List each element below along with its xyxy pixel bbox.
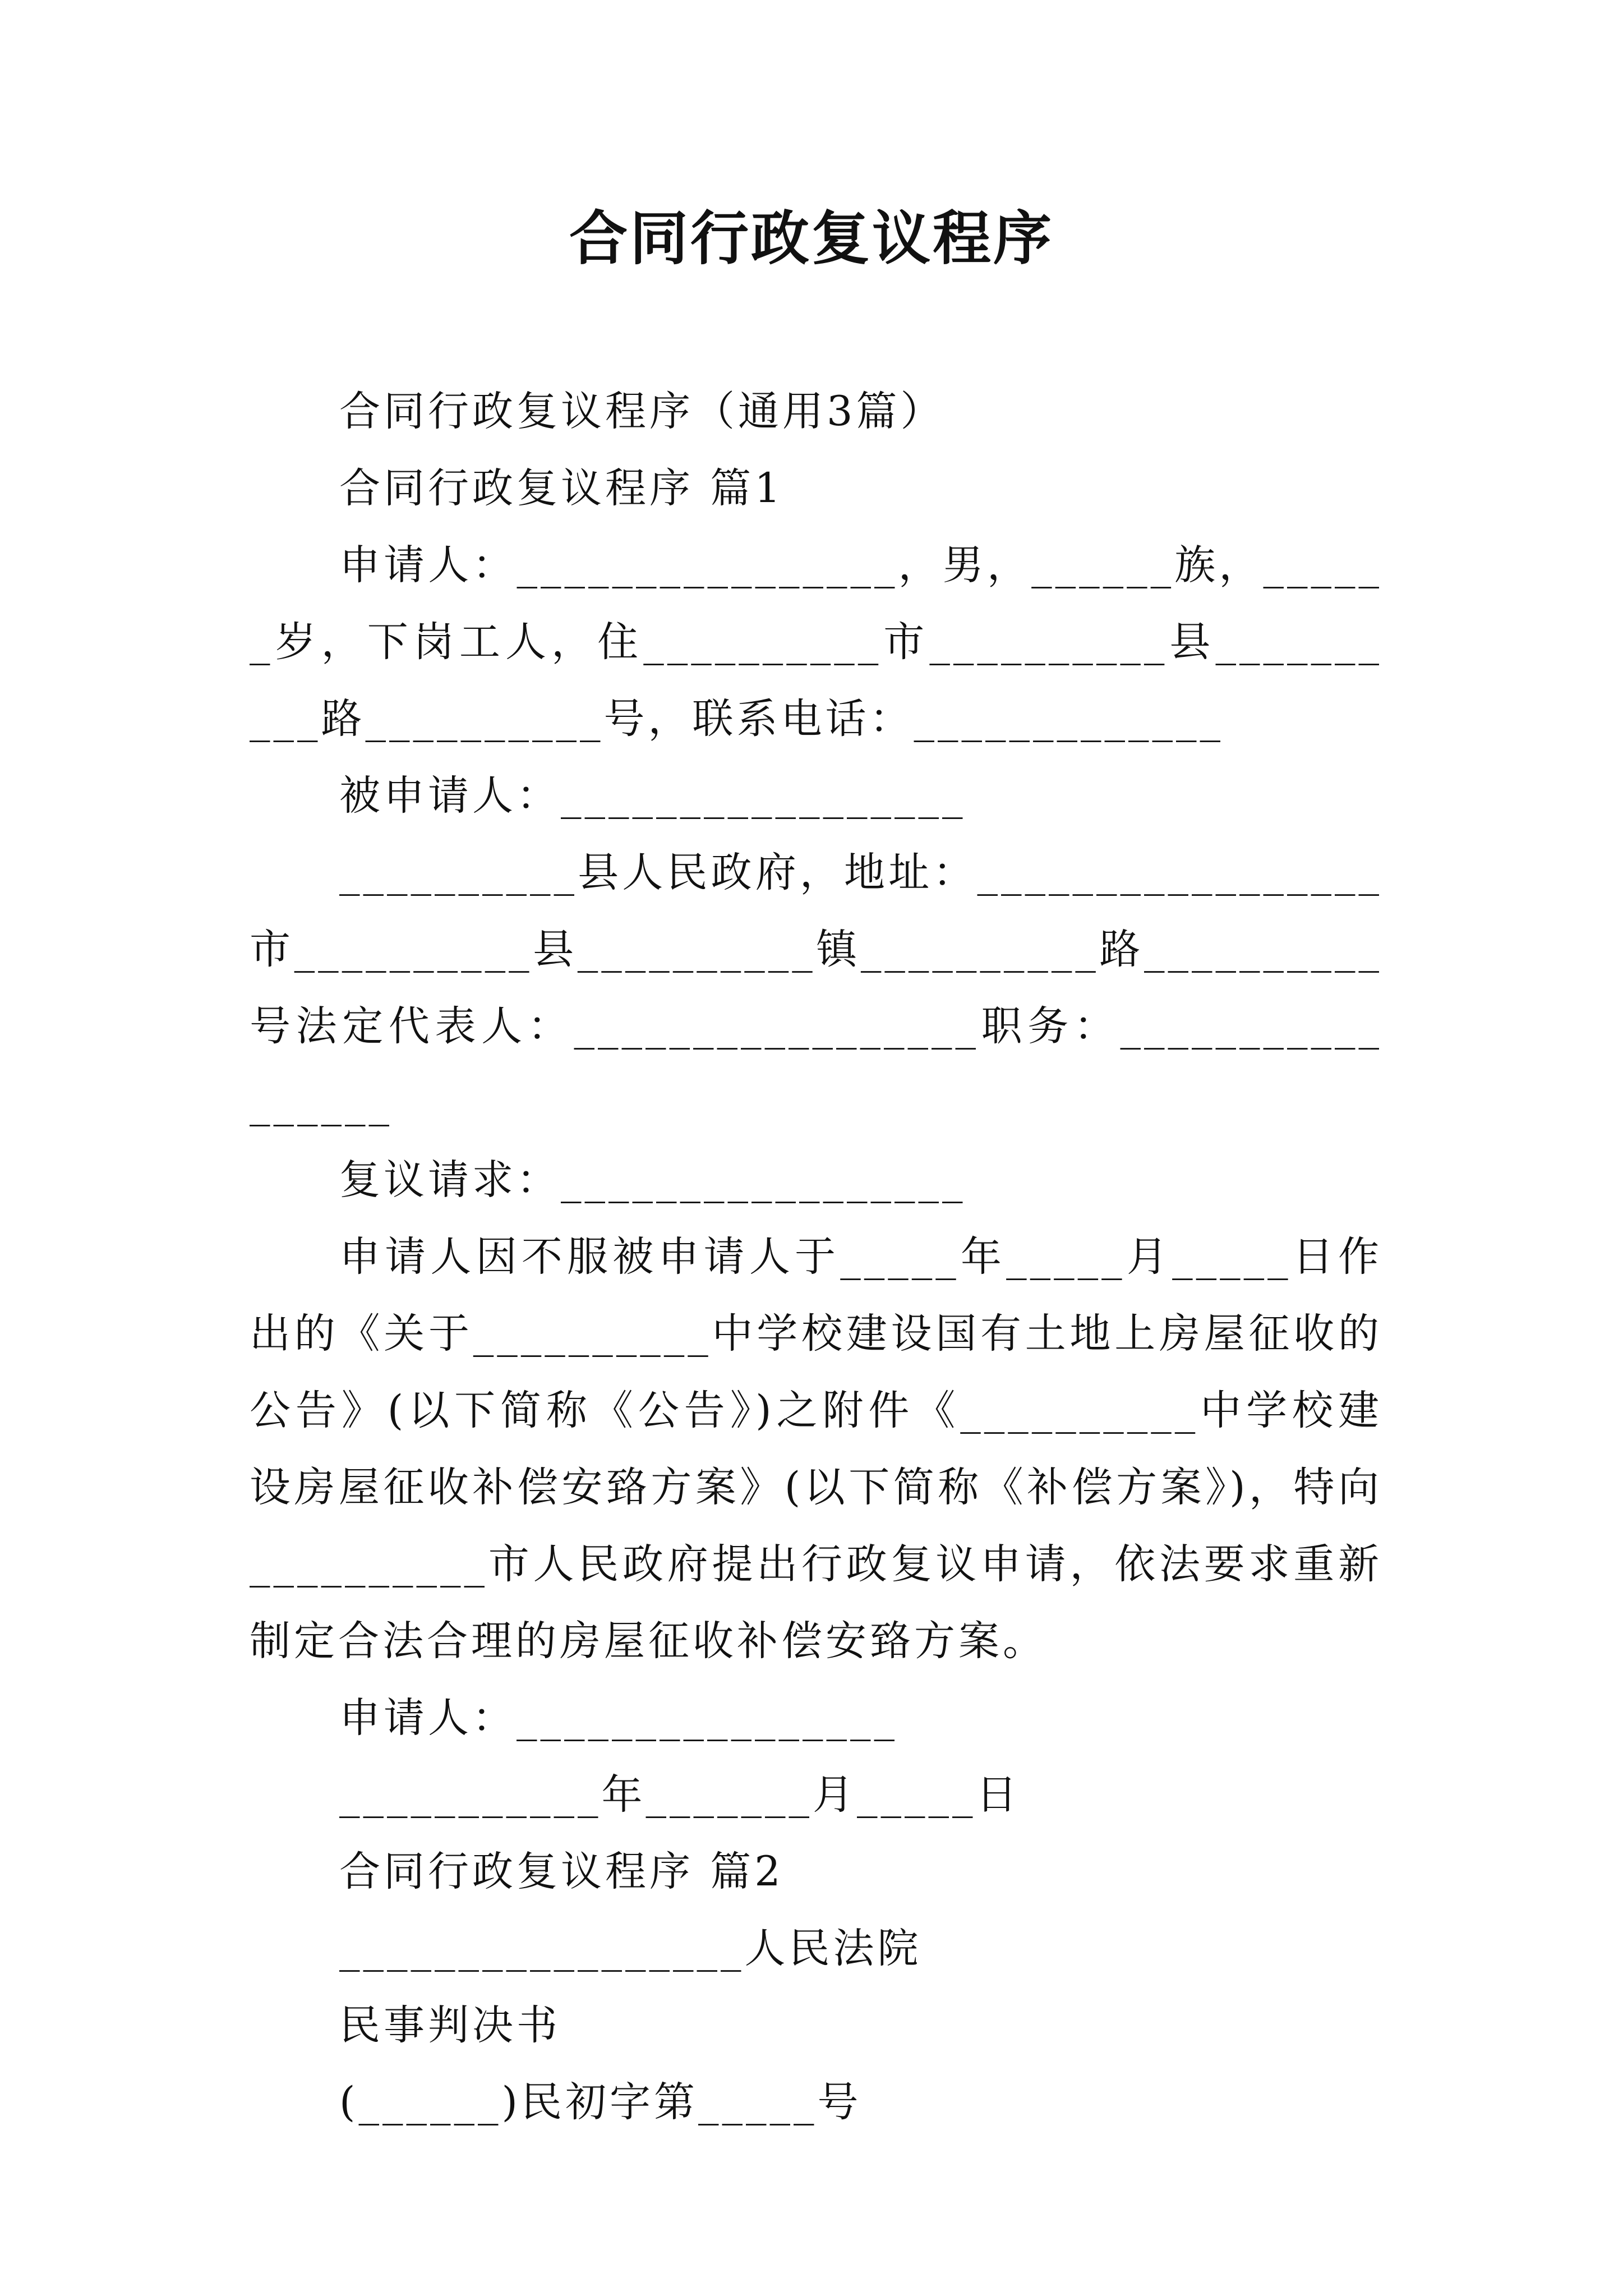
- paragraph-applicant-info: 申请人：________________，男，______族，______岁，下岗工人，住__________市__________县__________路__________号，联系电话：_____________: [250, 541, 1382, 743]
- paragraph-request-body: 申请人因不服被申请人于_____年_____月_____日作出的《关于__________中学校建设国有土地上房屋征收的公告》(以下简称《公告》)之附件《__________中学校建设房屋征收补偿安臵方案》(以下简称《补偿方案》)，特向__________市人民政府提出行政复议申请，依法要求重新制定合法合理的房屋征收补偿安臵方案。: [250, 1233, 1382, 1665]
- paragraph-respondent-info: __________县人民政府，地址：_________________市__________县__________镇__________路__________号法定代表人：_________________职务：_________________: [250, 849, 1382, 1127]
- paragraph-date: ___________年_______月_____日: [339, 1771, 1021, 1819]
- paragraph-section-1-title: 合同行政复议程序 篇1: [339, 464, 784, 512]
- paragraph-heading: 合同行政复议程序（通用3篇）: [339, 388, 945, 435]
- paragraph-judgment-title: 民事判决书: [339, 2001, 561, 2049]
- paragraph-respondent: 被申请人：_________________: [339, 772, 966, 820]
- paragraph-signature: 申请人：________________: [339, 1694, 898, 1742]
- document-title: 合同行政复议程序: [569, 204, 1054, 273]
- paragraph-case-number: (______)民初字第_____号: [339, 2078, 862, 2126]
- paragraph-section-2-title: 合同行政复议程序 篇2: [339, 1848, 784, 1895]
- document-body: [250, 373, 1382, 2141]
- paragraph-review-request: 复议请求：_________________: [339, 1156, 966, 1204]
- paragraph-court: _________________人民法院: [339, 1925, 922, 1972]
